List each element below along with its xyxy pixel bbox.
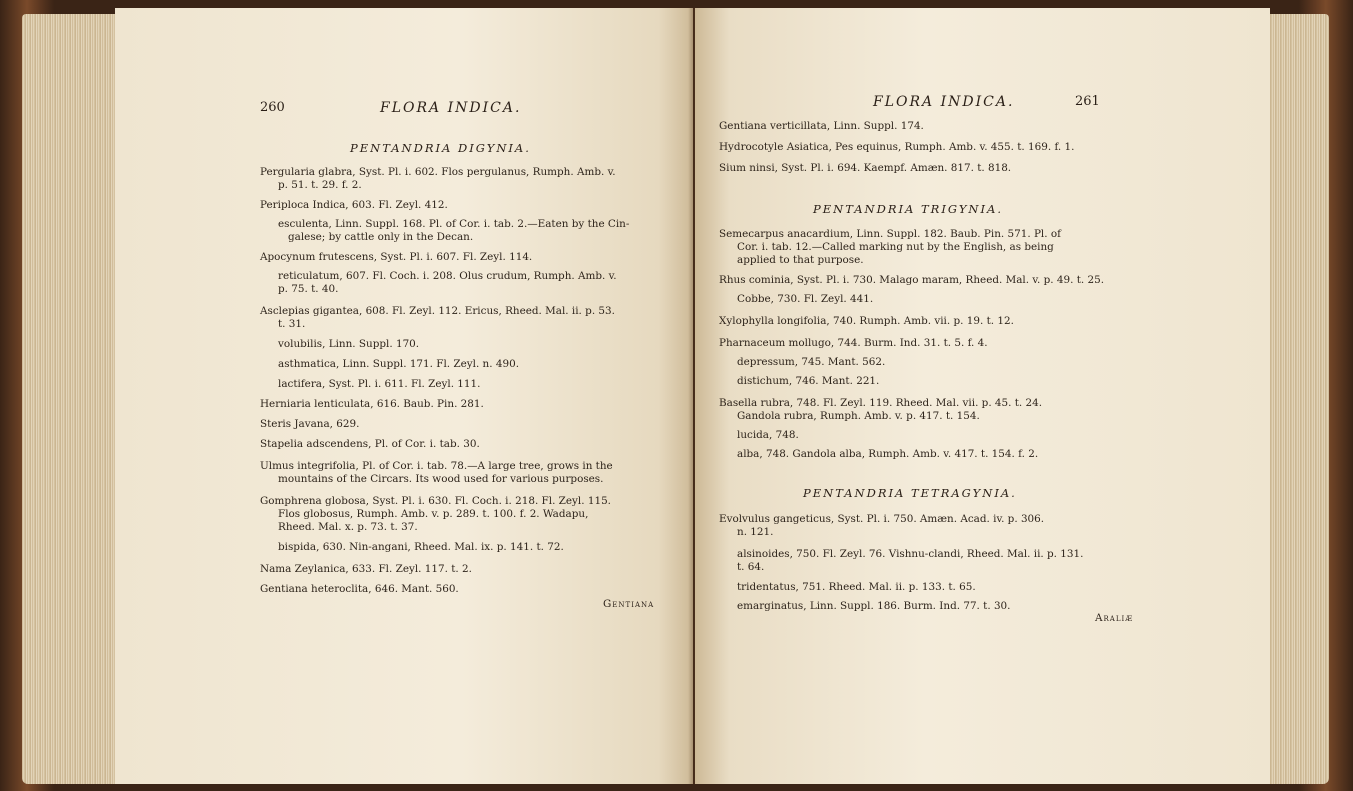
right-catchword: Araliæ <box>1095 612 1134 624</box>
entry-line: n. 121. <box>737 526 774 538</box>
right-section-title-trigynia: PENTANDRIA TRIGYNIA. <box>813 202 1003 216</box>
entry-line: distichum, 746. Mant. 221. <box>737 375 880 387</box>
entry-line: p. 75. t. 40. <box>278 283 339 295</box>
entry-line: Xylophylla longifolia, 740. Rumph. Amb. vii. p. 19. t. 12. <box>719 315 1014 327</box>
entry-line: Sium ninsi, Syst. Pl. i. 694. Kaempf. Amæn. 817. t. 818. <box>719 162 1012 174</box>
entry-line: bispida, 630. Nin-angani, Rheed. Mal. ix. p. 141. t. 72. <box>278 541 564 553</box>
entry-line: esculenta, Linn. Suppl. 168. Pl. of Cor. i. tab. 2.—Eaten by the Cin- <box>278 218 630 230</box>
entry-line: Gentiana verticillata, Linn. Suppl. 174. <box>719 120 924 132</box>
entry-line: Nama Zeylanica, 633. Fl. Zeyl. 117. t. 2. <box>260 563 472 575</box>
right-running-head: FLORA INDICA. <box>873 94 1015 110</box>
entry-line: mountains of the Circars. Its wood used for various purposes. <box>278 473 604 485</box>
entry-line: Gandola rubra, Rumph. Amb. v. p. 417. t. 154. <box>737 410 980 422</box>
entry-line: volubilis, Linn. Suppl. 170. <box>278 338 420 350</box>
entry-line: Periploca Indica, 603. Fl. Zeyl. 412. <box>260 199 448 211</box>
entry-line: Cor. i. tab. 12.—Called marking nut by the English, as being <box>737 241 1054 253</box>
entry-line: Pharnaceum mollugo, 744. Burm. Ind. 31. t. 5. f. 4. <box>719 337 988 349</box>
entry-line: Ulmus integrifolia, Pl. of Cor. i. tab. 78.—A large tree, grows in the <box>260 460 613 472</box>
entry-line: Flos globosus, Rumph. Amb. v. p. 289. t. 100. f. 2. Wadapu, <box>278 508 589 520</box>
entry-line: applied to that purpose. <box>737 254 864 266</box>
entry-line: Stapelia adscendens, Pl. of Cor. i. tab. 30. <box>260 438 480 450</box>
entry-line: asthmatica, Linn. Suppl. 171. Fl. Zeyl. n. 490. <box>278 358 519 370</box>
entry-line: reticulatum, 607. Fl. Coch. i. 208. Olus crudum, Rumph. Amb. v. <box>278 270 617 282</box>
entry-line: Pergularia glabra, Syst. Pl. i. 602. Flos pergulanus, Rumph. Amb. v. <box>260 166 616 178</box>
page-edges-left <box>22 14 122 784</box>
entry-line: Semecarpus anacardium, Linn. Suppl. 182. Baub. Pin. 571. Pl. of <box>719 228 1061 240</box>
entry-line: t. 64. <box>737 561 765 573</box>
entry-line: depressum, 745. Mant. 562. <box>737 356 886 368</box>
entry-line: Rheed. Mal. x. p. 73. t. 37. <box>278 521 418 533</box>
left-page-number: 260 <box>260 100 285 115</box>
left-catchword: Gentiana <box>603 598 655 610</box>
entry-line: Cobbe, 730. Fl. Zeyl. 441. <box>737 293 874 305</box>
entry-line: lactifera, Syst. Pl. i. 611. Fl. Zeyl. 111. <box>278 378 481 390</box>
entry-line: Evolvulus gangeticus, Syst. Pl. i. 750. Amæn. Acad. iv. p. 306. <box>719 513 1045 525</box>
right-page-number: 261 <box>1075 94 1100 109</box>
entry-line: Hydrocotyle Asiatica, Pes equinus, Rumph. Amb. v. 455. t. 169. f. 1. <box>719 141 1075 153</box>
entry-line: alba, 748. Gandola alba, Rumph. Amb. v. 417. t. 154. f. 2. <box>737 448 1039 460</box>
entry-line: Apocynum frutescens, Syst. Pl. i. 607. Fl. Zeyl. 114. <box>260 251 533 263</box>
entry-line: emarginatus, Linn. Suppl. 186. Burm. Ind. 77. t. 30. <box>737 600 1011 612</box>
entry-line: Asclepias gigantea, 608. Fl. Zeyl. 112. Ericus, Rheed. Mal. ii. p. 53. <box>260 305 615 317</box>
entry-line: Basella rubra, 748. Fl. Zeyl. 119. Rheed. Mal. vii. p. 45. t. 24. <box>719 397 1043 409</box>
entry-line: alsinoides, 750. Fl. Zeyl. 76. Vishnu-clandi, Rheed. Mal. ii. p. 131. <box>737 548 1084 560</box>
entry-line: p. 51. t. 29. f. 2. <box>278 179 362 191</box>
entry-line: Steris Javana, 629. <box>260 418 360 430</box>
right-section-title-tetragynia: PENTANDRIA TETRAGYNIA. <box>803 486 1017 500</box>
left-section-title: PENTANDRIA DIGYNIA. <box>350 141 531 155</box>
entry-line: Herniaria lenticulata, 616. Baub. Pin. 281. <box>260 398 484 410</box>
entry-line: lucida, 748. <box>737 429 799 441</box>
entry-line: Gentiana heteroclita, 646. Mant. 560. <box>260 583 459 595</box>
entry-line: Gomphrena globosa, Syst. Pl. i. 630. Fl. Coch. i. 218. Fl. Zeyl. 115. <box>260 495 611 507</box>
entry-line: tridentatus, 751. Rheed. Mal. ii. p. 133. t. 65. <box>737 581 976 593</box>
left-page <box>115 8 693 784</box>
entry-line: t. 31. <box>278 318 306 330</box>
entry-line: Rhus cominia, Syst. Pl. i. 730. Malago maram, Rheed. Mal. v. p. 49. t. 25. <box>719 274 1104 286</box>
right-page <box>695 8 1270 784</box>
entry-line: galese; by cattle only in the Decan. <box>288 231 474 243</box>
left-running-head: FLORA INDICA. <box>380 100 522 116</box>
